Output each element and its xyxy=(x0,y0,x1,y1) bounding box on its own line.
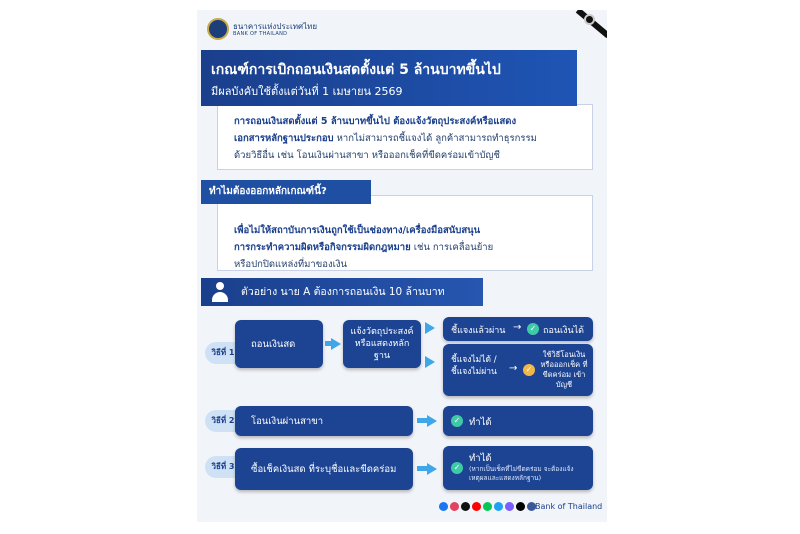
example-heading: ตัวอย่าง นาย A ต้องการถอนเงิน 10 ล้านบาท xyxy=(201,278,483,306)
tiktok-icon[interactable] xyxy=(516,502,525,511)
effective-date: มีผลบังคับใช้ตั้งแต่วันที่ 1 เมษายน 2569 xyxy=(211,85,403,98)
rule-line-1: การถอนเงินสดตั้งแต่ 5 ล้านบาทขึ้นไป ต้องแจ้งวัตถุประสงค์หรือแสดง xyxy=(234,116,517,127)
twitter-icon[interactable] xyxy=(494,502,503,511)
title-banner xyxy=(201,50,577,106)
way-2-action: โอนเงินผ่านสาขา xyxy=(235,406,413,436)
way-3-result-box xyxy=(443,446,593,490)
reason-line-1: เพื่อไม่ให้สถาบันการเงินถูกใช้เป็นช่องทาง/เครื่องมือสนับสนุน xyxy=(234,225,481,236)
line-icon[interactable] xyxy=(483,502,492,511)
reason-line-3: หรือปกปิดแหล่งที่มาของเงิน xyxy=(234,259,347,270)
podcast-icon[interactable] xyxy=(505,502,514,511)
way-2-result-box xyxy=(443,406,593,436)
outcome-pass-result: ถอนเงินได้ xyxy=(543,326,585,336)
bot-seal-icon xyxy=(207,18,229,40)
outcome-pass xyxy=(443,317,593,341)
footer-label: Bank of Thailand xyxy=(535,502,603,511)
arrow-icon xyxy=(427,463,437,475)
logo-thai: ธนาคารแห่งประเทศไทย xyxy=(233,22,318,31)
outcome-fail-result: ใช้วิธีโอนเงิน หรือออกเช็ค ที่ขีดคร่อม เข้าบัญชี xyxy=(540,350,588,389)
way-3-note: (หากเป็นเช็คที่ไม่ขีดคร่อม จะต้องแจ้งเหตุผลและแสดงหลักฐาน) xyxy=(469,465,574,482)
mourning-ribbon-icon xyxy=(567,10,607,50)
check-icon: ✓ xyxy=(527,323,539,335)
way-3-action: ซื้อเช็คเงินสด ที่ระบุชื่อและขีดคร่อม xyxy=(235,448,413,490)
person-icon xyxy=(211,282,229,302)
infographic xyxy=(197,10,607,522)
arrow-right-icon: → xyxy=(509,363,518,374)
arrow-icon xyxy=(425,322,435,334)
outcome-fail xyxy=(443,344,593,396)
way-3-result: ทำได้ xyxy=(469,453,492,464)
reason-heading: ทำไมต้องออกหลักเกณฑ์นี้? xyxy=(201,180,371,204)
facebook-icon[interactable] xyxy=(439,502,448,511)
way-1-step: แจ้งวัตถุประสงค์หรือแสดงหลักฐาน xyxy=(343,320,421,368)
arrow-icon xyxy=(425,356,435,368)
check-icon: ✓ xyxy=(451,415,463,427)
way-2-label: วิธีที่ 2 xyxy=(205,410,241,432)
rule-card xyxy=(217,104,593,170)
youtube-icon[interactable] xyxy=(472,502,481,511)
outcome-pass-label: ชี้แจงแล้วผ่าน xyxy=(451,326,506,336)
way-1-action: ถอนเงินสด xyxy=(235,320,323,368)
page-title: เกณฑ์การเบิกถอนเงินสดตั้งแต่ 5 ล้านบาทขึ้นไป xyxy=(211,62,501,78)
arrow-icon xyxy=(331,338,341,350)
outcome-fail-label: ชี้แจงไม่ได้ / ชี้แจงไม่ผ่าน xyxy=(451,355,497,377)
rule-line-2: เอกสารหลักฐานประกอบ หากไม่สามารถชี้แจงได้ ลูกค้าสามารถทำธุรกรรม xyxy=(234,133,537,144)
check-icon: ✓ xyxy=(523,364,535,376)
rule-line-3: ด้วยวิธีอื่น เช่น โอนเงินผ่านสาขา หรือออกเช็คที่ขีดคร่อมเข้าบัญชี xyxy=(234,150,500,161)
arrow-icon xyxy=(427,415,437,427)
reason-card xyxy=(217,195,593,271)
instagram-icon[interactable] xyxy=(450,502,459,511)
arrow-right-icon: → xyxy=(513,322,522,333)
logo-english: BANK OF THAILAND xyxy=(233,31,288,37)
social-icons xyxy=(439,502,536,511)
x-icon[interactable] xyxy=(461,502,470,511)
way-1-label: วิธีที่ 1 xyxy=(205,342,241,364)
reason-line-2: การกระทำความผิดหรือกิจกรรมผิดกฎหมาย เช่น การเคลื่อนย้าย xyxy=(234,242,494,253)
way-3-label: วิธีที่ 3 xyxy=(205,456,241,478)
way-2-result: ทำได้ xyxy=(469,417,492,428)
check-icon: ✓ xyxy=(451,462,463,474)
